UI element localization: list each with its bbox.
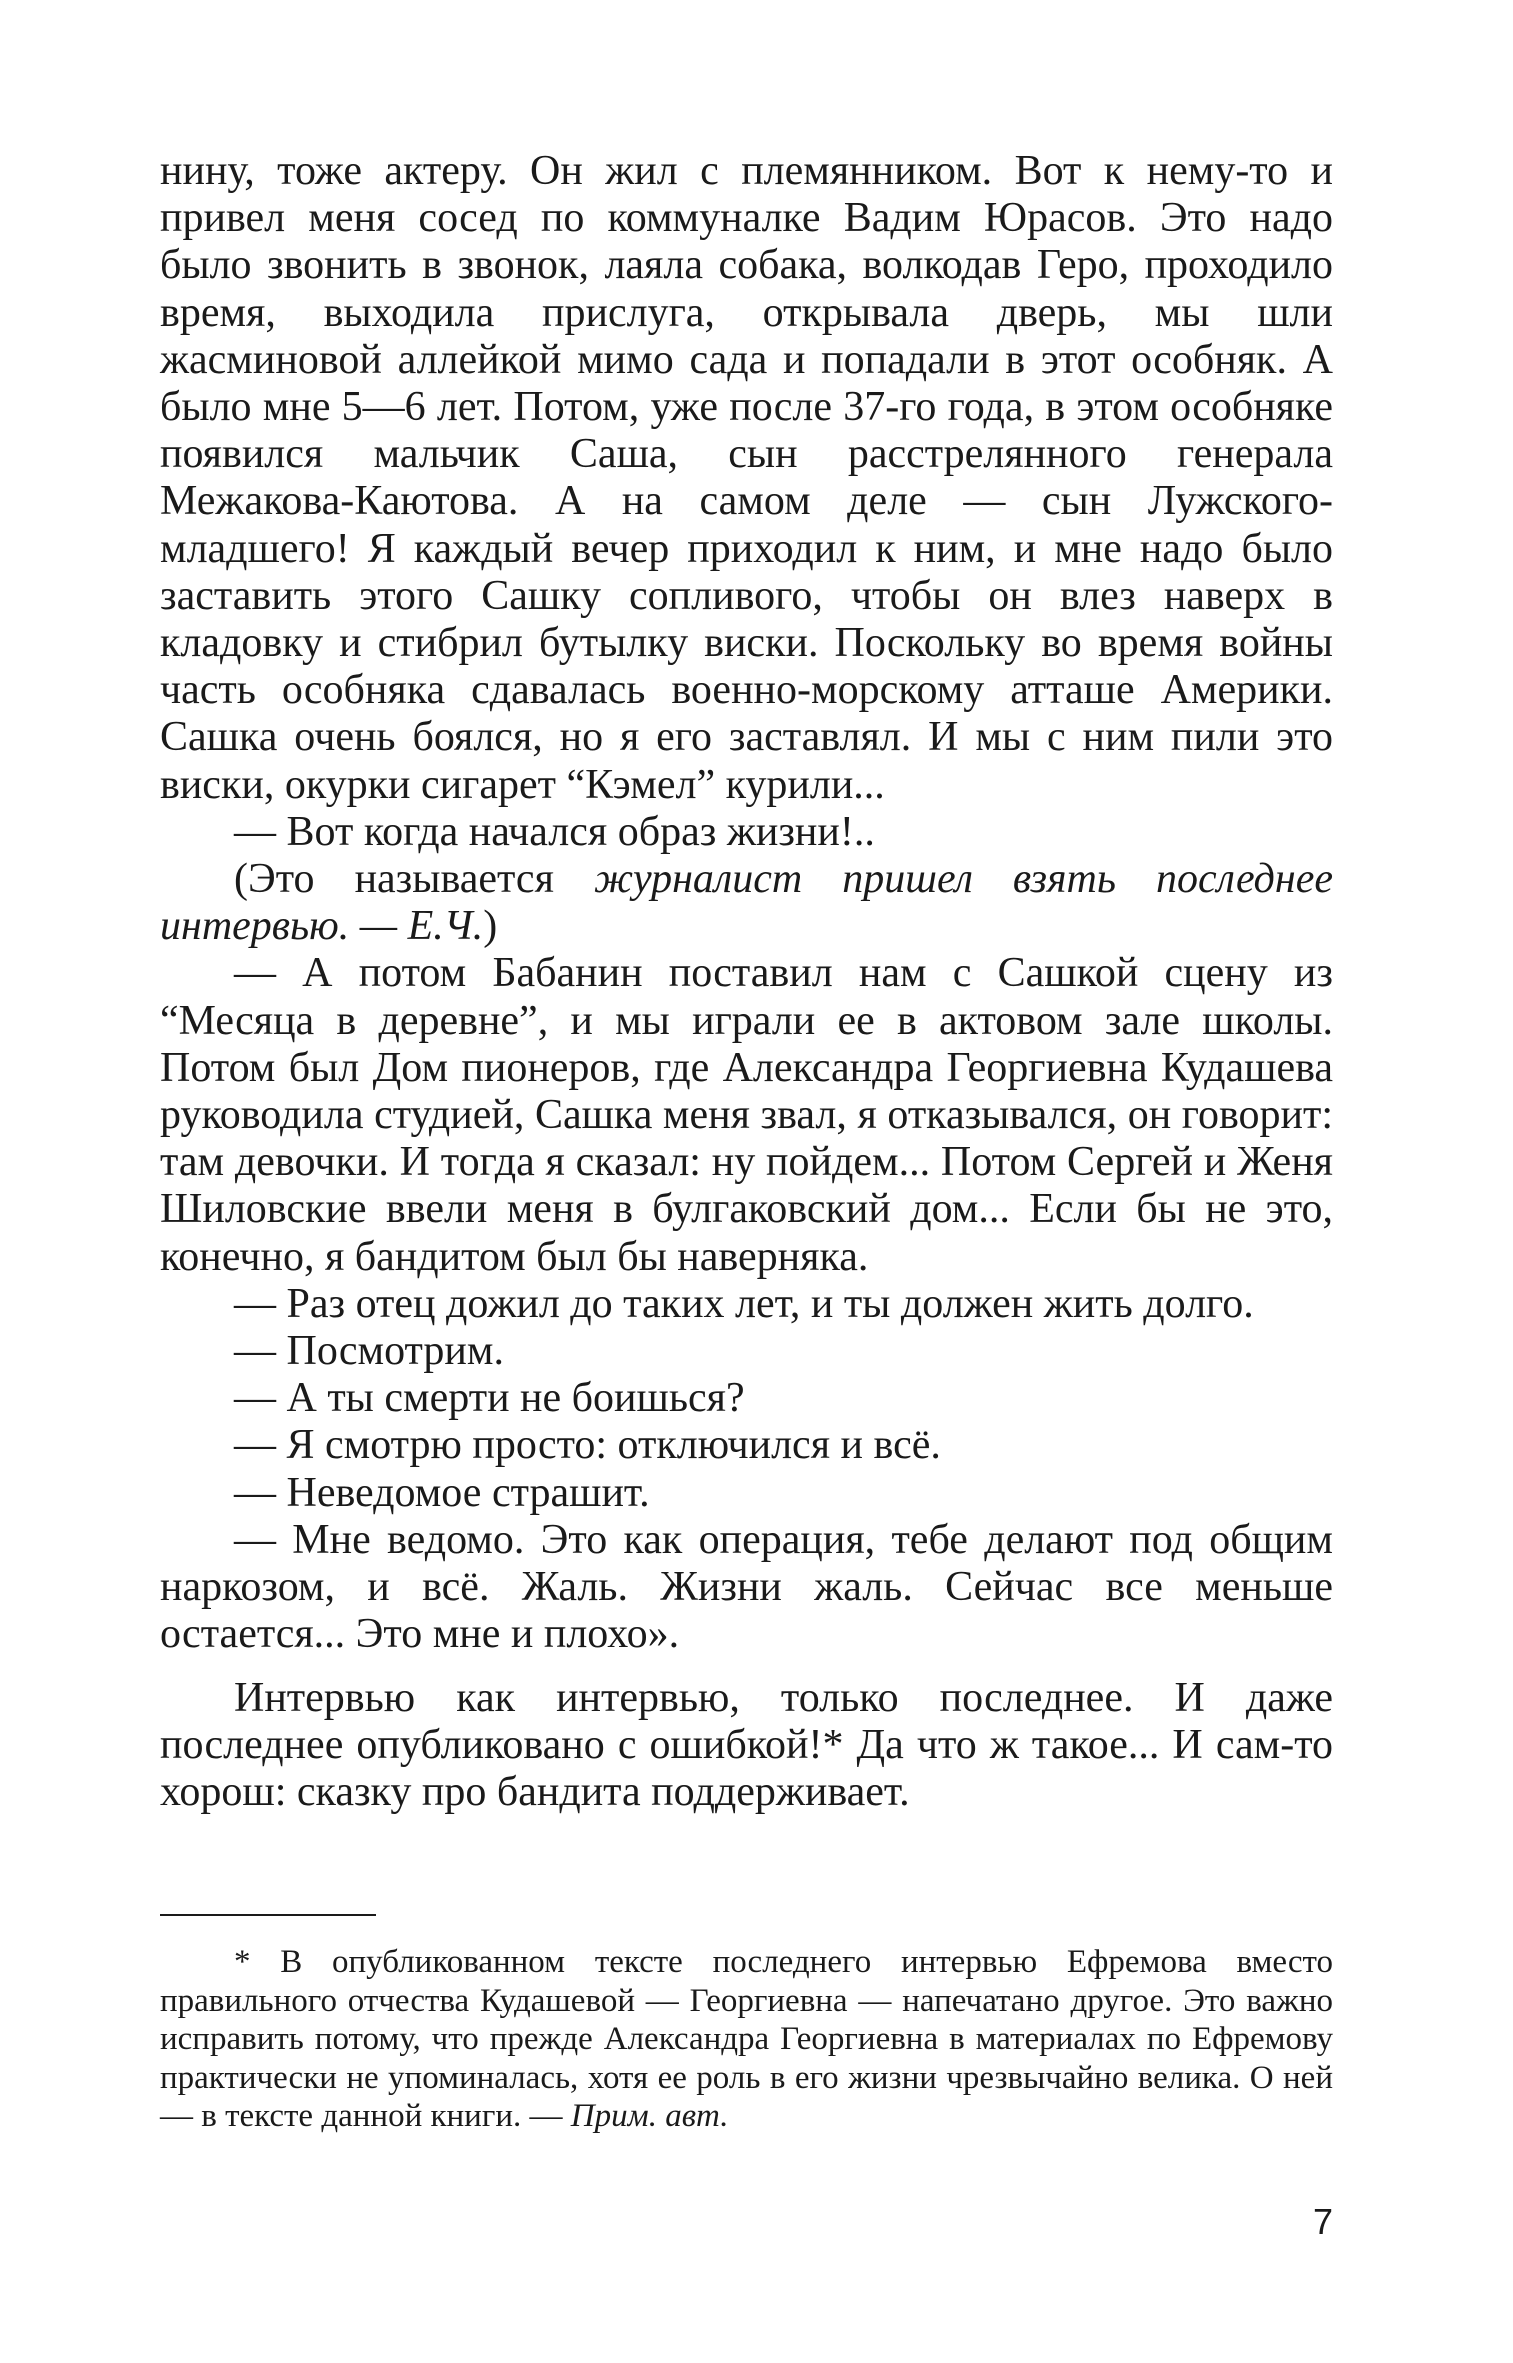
paragraph [160,1375,1333,1422]
footnote-text: * В опубликованном тексте последнего интервью Ефремова вместо правильного отчества Кудашевой — Георгиевна — напечатано другое. Это важно исправить потому, что прежде Александра Георгиевна в материалах по Ефремову практически не упоминалась, хотя ее роль в его жизни чрезвычайно велика. О ней — в тексте данной книги. — [160,1944,1333,2134]
text-run: (Это называется [234,856,594,903]
paragraph [160,950,1333,1280]
text-run: — Я смотрю просто: отключился и всё. [234,1422,941,1469]
text-run: — Посмотрим. [234,1328,504,1375]
page-number: 7 [1312,2201,1333,2242]
paragraph [160,1328,1333,1375]
main-text [160,148,1333,1816]
page-body [160,148,1333,1816]
text-run: — Неведомое страшит. [234,1469,650,1516]
paragraph [160,148,1333,809]
paragraph [160,856,1333,950]
footnote-italic-text: Прим. авт. [570,2098,729,2134]
italic-text-run: журналист пришел взять последнее интервью. — Е.Ч. [160,856,1333,950]
text-run: — Вот когда начался образ жизни!.. [234,808,875,855]
text-run: нину, тоже актеру. Он жил с племянником. Вот к нему-то и привел меня сосед по коммуналке Вадим Юрасов. Это надо было звонить в звонок, лаяла собака, волкодав Геро, проходило время, выходила прислуга, открывала дверь, мы шли жасминовой аллейкой мимо сада и попадали в этот особняк. А было мне 5—6 лет. Потом, уже после 37-го года, в этом особняке появился мальчик Саша, сын расстрелянного генерала Межакова-Каютова. А на самом деле — сын Лужского-младшего! Я каждый вечер приходил к ним, и мне надо было заставить этого Сашку сопливого, чтобы он влез наверх в кладовку и стибрил бутылку виски. Поскольку во время войны часть особняка сдавалась военно-морскому атташе Америки. Сашка очень боялся, но я его заставлял. И мы с ним пили это виски, окурки сигарет “Кэмел” курили... [160,148,1333,808]
paragraph [160,1422,1333,1469]
footnote-divider [160,1914,376,1916]
text-run: — Раз отец дожил до таких лет, и ты должен жить долго. [234,1280,1254,1327]
paragraph [160,1470,1333,1517]
text-run: Интервью как интервью, только последнее. И даже последнее опубликовано с ошибкой!* Да что ж такое... И сам-то хорош: сказку про бандита поддерживает. [160,1674,1333,1815]
paragraph [160,1517,1333,1659]
paragraph [160,1675,1333,1817]
text-run: ) [483,903,498,950]
text-run: — Мне ведомо. Это как операция, тебе делают под общим наркозом, и всё. Жаль. Жизни жаль. Сейчас все меньше остается... Это мне и плохо». [160,1516,1333,1658]
text-run: — А ты смерти не боишься? [234,1375,745,1422]
text-run: — А потом Бабанин поставил нам с Сашкой сцену из “Месяца в деревне”, и мы играли ее в актовом зале школы. Потом был Дом пионеров, где Александра Георгиевна Кудашева руководила студией, Сашка меня звал, я отказывался, он говорит: там девочки. И тогда я сказал: ну пойдем... Потом Сергей и Женя Шиловские ввели меня в булгаковский дом... Если бы не это, конечно, я бандитом был бы наверняка. [160,950,1333,1280]
footnote [160,1943,1333,2136]
paragraph [160,809,1333,856]
paragraph [160,1281,1333,1328]
